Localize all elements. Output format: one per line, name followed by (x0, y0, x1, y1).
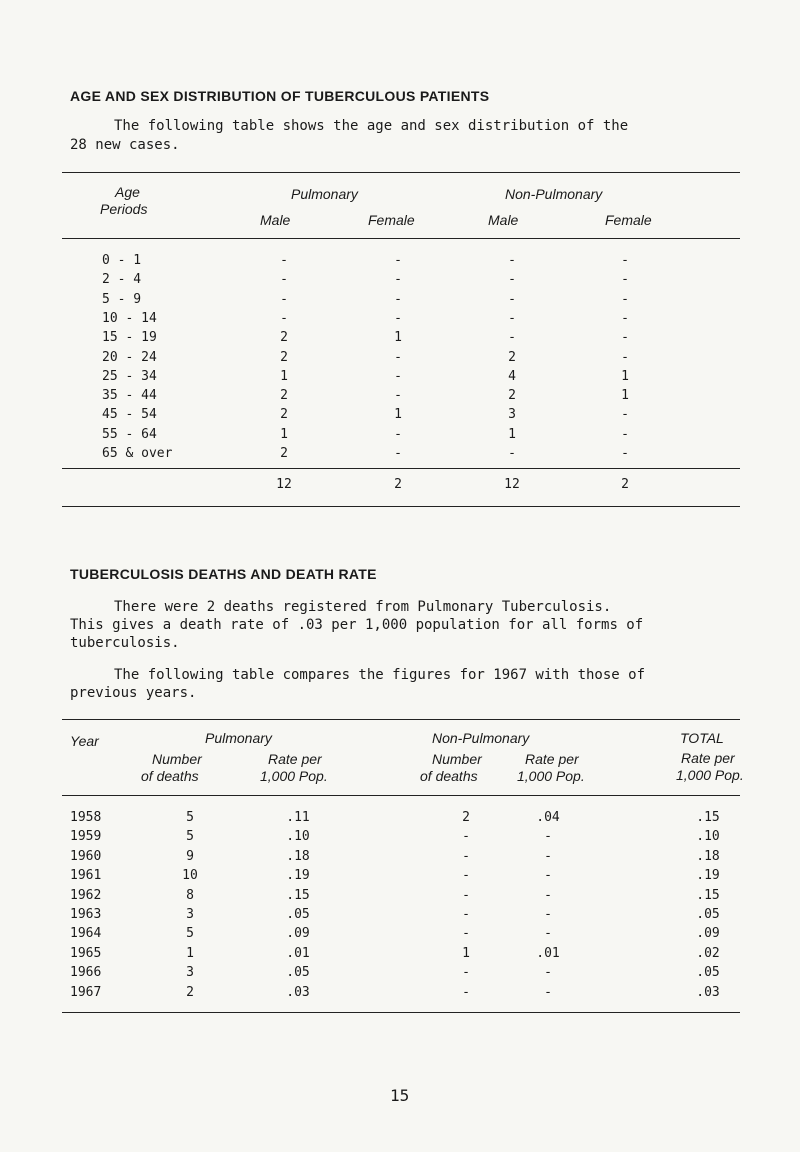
table-cell: - (508, 310, 516, 326)
table-cell: 1 (621, 388, 629, 404)
section-heading: AGE AND SEX DISTRIBUTION OF TUBERCULOUS PATIENTS (70, 88, 490, 104)
table-cell: .02 (696, 945, 720, 961)
table-cell: - (462, 887, 470, 903)
table-cell: .09 (286, 926, 310, 942)
table-cell: - (544, 829, 552, 845)
column-header-female: Female (368, 212, 415, 228)
table-cell: - (621, 310, 629, 326)
table-cell: 2 (462, 810, 470, 825)
table-cell: - (508, 291, 516, 307)
total-cell: 12 (276, 477, 292, 492)
column-header-rate-per: Rate per (681, 750, 735, 766)
table-rule (62, 172, 740, 173)
table-cell: 1 (621, 368, 629, 384)
table-cell: - (394, 446, 402, 461)
total-cell: 2 (621, 477, 629, 492)
table-cell: 5 (186, 810, 194, 825)
year-cell: 1965 (70, 945, 102, 961)
table-cell: - (462, 984, 470, 1000)
page-number: 15 (390, 1086, 410, 1105)
year-cell: 1964 (70, 926, 102, 942)
table-cell: - (394, 368, 402, 384)
table-cell: .09 (696, 926, 720, 942)
table-cell: 2 (280, 407, 288, 423)
table-cell: - (280, 310, 288, 326)
age-period-cell: 45 - 54 (102, 407, 157, 423)
column-header-per-1000: 1,000 Pop. (260, 768, 328, 784)
table-cell: - (394, 349, 402, 365)
table-cell: 3 (186, 965, 194, 981)
table-cell: 2 (186, 984, 194, 1000)
year-cell: 1961 (70, 868, 102, 884)
table-cell: - (621, 349, 629, 365)
column-header-year: Year (70, 733, 99, 749)
table-cell: .10 (696, 829, 720, 845)
table-cell: - (394, 426, 402, 442)
table-cell: - (621, 253, 629, 268)
table-cell: - (462, 829, 470, 845)
column-header-pulmonary: Pulmonary (205, 730, 272, 746)
table-cell: .15 (696, 887, 720, 903)
column-header-of-deaths: of deaths (420, 768, 478, 784)
table-cell: 1 (280, 426, 288, 442)
column-header-total: TOTAL (680, 730, 724, 746)
table-cell: - (462, 907, 470, 922)
table-cell: .01 (286, 945, 310, 961)
table-cell: .18 (286, 848, 310, 864)
year-cell: 1966 (70, 965, 102, 981)
table-cell: 1 (508, 426, 516, 442)
intro-text: The following table shows the age and sex distribution of the (114, 118, 629, 134)
paragraph-text: There were 2 deaths registered from Pulmonary Tuberculosis. (114, 599, 612, 615)
table-cell: 1 (394, 330, 402, 346)
table-cell: - (280, 272, 288, 288)
paragraph-text: This gives a death rate of .03 per 1,000 population for all forms of (70, 617, 644, 633)
year-cell: 1960 (70, 848, 102, 864)
table-cell: .01 (536, 945, 560, 961)
column-header-number: Number (152, 751, 202, 767)
table-cell: .04 (536, 810, 560, 825)
column-header-number: Number (432, 751, 482, 767)
table-cell: 9 (186, 848, 194, 864)
column-header-rate-per: Rate per (525, 751, 579, 767)
table-rule (62, 238, 740, 239)
table-cell: - (544, 965, 552, 981)
total-cell: 2 (394, 477, 402, 492)
table-cell: .15 (286, 887, 310, 903)
paragraph-text: previous years. (70, 685, 197, 701)
table-rule (62, 468, 740, 469)
section-heading: TUBERCULOSIS DEATHS AND DEATH RATE (70, 566, 377, 582)
age-period-cell: 55 - 64 (102, 426, 157, 442)
table-cell: - (462, 848, 470, 864)
table-cell: - (462, 868, 470, 884)
table-cell: 5 (186, 926, 194, 942)
age-period-cell: 2 - 4 (102, 272, 142, 288)
table-cell: 4 (508, 368, 516, 384)
table-cell: - (394, 310, 402, 326)
year-cell: 1967 (70, 984, 102, 1000)
column-header-age: Age (115, 184, 140, 200)
column-header-female: Female (605, 212, 652, 228)
age-period-cell: 15 - 19 (102, 330, 157, 346)
table-cell: - (621, 272, 629, 288)
table-cell: - (280, 253, 288, 268)
table-cell: - (508, 446, 516, 461)
table-cell: .03 (286, 984, 310, 1000)
age-period-cell: 10 - 14 (102, 310, 157, 326)
table-cell: 2 (280, 388, 288, 404)
year-cell: 1962 (70, 887, 102, 903)
table-cell: .10 (286, 829, 310, 845)
table-cell: - (280, 291, 288, 307)
table-cell: .11 (286, 810, 310, 825)
table-cell: - (544, 926, 552, 942)
year-cell: 1959 (70, 829, 102, 845)
table-cell: .19 (696, 868, 720, 884)
table-cell: 1 (280, 368, 288, 384)
table-cell: 1 (394, 407, 402, 423)
table-cell: - (462, 926, 470, 942)
column-header-male: Male (488, 212, 519, 228)
age-period-cell: 5 - 9 (102, 291, 142, 307)
table-cell: .19 (286, 868, 310, 884)
table-rule (62, 795, 740, 796)
table-cell: - (394, 388, 402, 404)
table-cell: .05 (286, 907, 310, 922)
table-cell: .15 (696, 810, 720, 825)
table-cell: .03 (696, 984, 720, 1000)
table-cell: - (508, 330, 516, 346)
column-header-pulmonary: Pulmonary (291, 186, 358, 202)
paragraph-text: tuberculosis. (70, 635, 180, 651)
table-cell: - (621, 330, 629, 346)
column-header-non-pulmonary: Non-Pulmonary (505, 186, 603, 202)
table-cell: - (621, 446, 629, 461)
age-period-cell: 20 - 24 (102, 349, 157, 365)
age-period-cell: 0 - 1 (102, 253, 142, 268)
table-cell: 3 (186, 907, 194, 922)
table-cell: - (621, 426, 629, 442)
age-period-cell: 65 & over (102, 446, 173, 461)
table-cell: 2 (508, 388, 516, 404)
table-cell: - (394, 291, 402, 307)
table-cell: 2 (280, 349, 288, 365)
table-cell: 5 (186, 829, 194, 845)
table-cell: - (394, 272, 402, 288)
table-cell: 2 (508, 349, 516, 365)
age-period-cell: 25 - 34 (102, 368, 157, 384)
table-cell: - (544, 907, 552, 922)
table-cell: .18 (696, 848, 720, 864)
table-rule (62, 1012, 740, 1013)
table-cell: - (508, 253, 516, 268)
table-cell: 2 (280, 446, 288, 461)
table-cell: 8 (186, 887, 194, 903)
table-cell: 1 (186, 945, 194, 961)
table-cell: - (544, 984, 552, 1000)
column-header-non-pulmonary: Non-Pulmonary (432, 730, 530, 746)
table-cell: .05 (696, 965, 720, 981)
table-cell: 3 (508, 407, 516, 423)
column-header-male: Male (260, 212, 291, 228)
table-cell: - (544, 848, 552, 864)
age-period-cell: 35 - 44 (102, 388, 157, 404)
column-header-periods: Periods (100, 201, 148, 217)
table-cell: - (462, 965, 470, 981)
table-cell: - (544, 887, 552, 903)
column-header-per-1000: 1,000 Pop. (517, 768, 585, 784)
table-cell: - (621, 407, 629, 423)
table-cell: - (394, 253, 402, 268)
table-cell: 10 (182, 868, 198, 884)
total-cell: 12 (504, 477, 520, 492)
table-cell: - (621, 291, 629, 307)
table-cell: - (544, 868, 552, 884)
year-cell: 1958 (70, 810, 102, 825)
paragraph-text: The following table compares the figures for 1967 with those of (114, 667, 646, 683)
table-rule (62, 506, 740, 507)
column-header-rate-per: Rate per (268, 751, 322, 767)
intro-text: 28 new cases. (70, 137, 180, 153)
table-cell: .05 (286, 965, 310, 981)
table-cell: .05 (696, 907, 720, 922)
table-cell: 2 (280, 330, 288, 346)
table-cell: 1 (462, 945, 470, 961)
column-header-of-deaths: of deaths (141, 768, 199, 784)
year-cell: 1963 (70, 907, 102, 922)
column-header-per-1000: 1,000 Pop. (676, 767, 744, 783)
table-rule (62, 719, 740, 720)
table-cell: - (508, 272, 516, 288)
